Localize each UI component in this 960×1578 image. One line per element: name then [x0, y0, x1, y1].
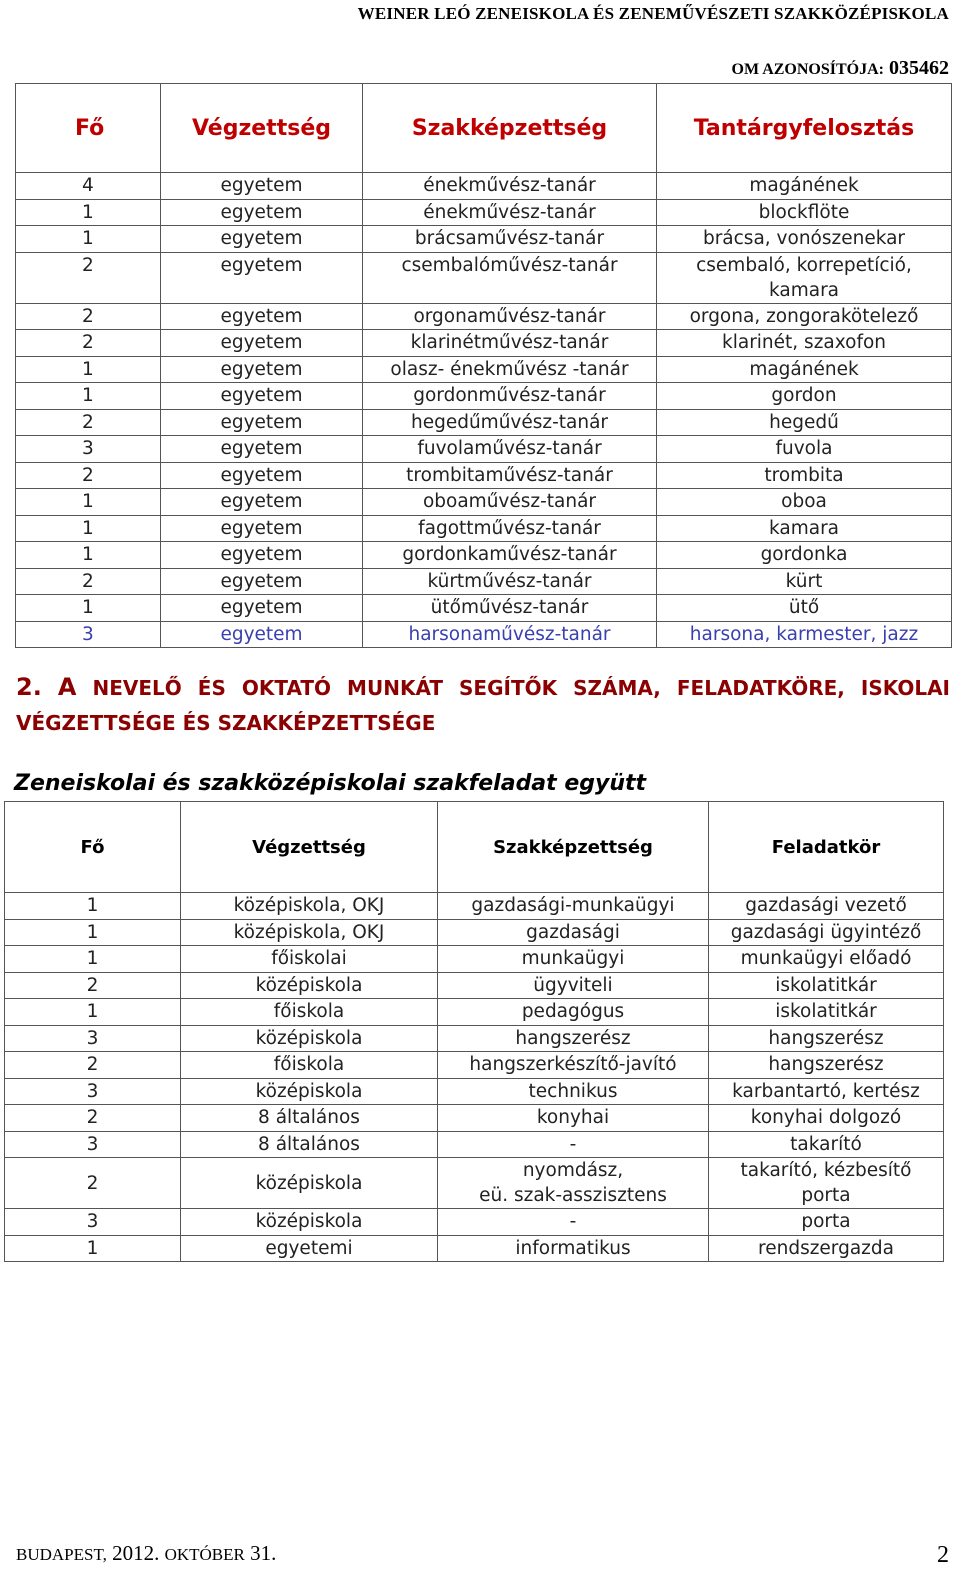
cell-vegzettseg: egyetem [161, 595, 363, 622]
cell-szakkepzettseg: gordonművész-tanár [363, 383, 657, 410]
table-row [16, 252, 952, 303]
cell-szakkepzettseg: énekművész-tanár [363, 173, 657, 200]
cell-tantargy: magánének [657, 356, 952, 383]
cell-fo: 3 [5, 1131, 181, 1158]
school-name: WEINER LEÓ ZENEISKOLA ÉS ZENEMŰVÉSZETI SZAKKÖZÉPISKOLA [357, 4, 949, 23]
table-row [5, 999, 944, 1026]
table-row [16, 568, 952, 595]
table-row [5, 1025, 944, 1052]
cell-szakkepzettseg: gazdasági-munkaügyi [438, 893, 709, 920]
teacher-table-header [16, 84, 952, 173]
cell-tantargy: ütő [657, 595, 952, 622]
cell-vegzettseg: egyetem [161, 356, 363, 383]
cell-fo: 2 [5, 1158, 181, 1209]
cell-vegzettseg: egyetem [161, 462, 363, 489]
cell-fo: 2 [5, 1105, 181, 1132]
cell-szakkepzettseg: technikus [438, 1078, 709, 1105]
cell-tantargy: oboa [657, 489, 952, 516]
table-row [16, 199, 952, 226]
table-row [16, 356, 952, 383]
cell-vegzettseg: egyetem [161, 252, 363, 303]
table-row [5, 1209, 944, 1236]
section-number: 2. [16, 673, 42, 701]
cell-fo: 1 [5, 919, 181, 946]
cell-tantargy: orgona, zongorakötelező [657, 303, 952, 330]
cell-feladatkor: gazdasági vezető [709, 893, 944, 920]
header-vegzettseg: Végzettség [161, 84, 363, 173]
table-row [5, 919, 944, 946]
cell-szakkepzettseg: ütőművész-tanár [363, 595, 657, 622]
page-number: 2 [937, 1542, 949, 1568]
cell-fo: 1 [16, 542, 161, 569]
cell-feladatkor: takarító, kézbesítő porta [709, 1158, 944, 1209]
cell-szakkepzettseg: brácsaművész-tanár [363, 226, 657, 253]
cell-fo: 3 [5, 1078, 181, 1105]
cell-szakkepzettseg: oboaművész-tanár [363, 489, 657, 516]
cell-vegzettseg: egyetem [161, 330, 363, 357]
table-row [16, 542, 952, 569]
cell-vegzettseg: középiskola, OKJ [181, 919, 438, 946]
cell-tantargy: gordon [657, 383, 952, 410]
cell-fo: 1 [16, 226, 161, 253]
cell-vegzettseg: középiskola [181, 972, 438, 999]
cell-feladatkor: gazdasági ügyintéző [709, 919, 944, 946]
cell-feladatkor: iskolatitkár [709, 972, 944, 999]
cell-fo: 1 [16, 199, 161, 226]
cell-fo: 1 [5, 999, 181, 1026]
cell-szakkepzettseg: fuvolaművész-tanár [363, 436, 657, 463]
cell-vegzettseg: főiskola [181, 1052, 438, 1079]
header-feladatkor: Feladatkör [709, 802, 944, 893]
table-row [16, 226, 952, 253]
cell-vegzettseg: egyetem [161, 542, 363, 569]
cell-tantargy: blockflöte [657, 199, 952, 226]
cell-vegzettseg: egyetem [161, 436, 363, 463]
table-row [16, 595, 952, 622]
header-fo: Fő [16, 84, 161, 173]
header-tantargyfelosztas: Tantárgyfelosztás [657, 84, 952, 173]
support-staff-table [4, 801, 944, 1262]
cell-tantargy: csembaló, korrepetíció, kamara [657, 252, 952, 303]
cell-vegzettseg: egyetem [161, 383, 363, 410]
table-row [16, 383, 952, 410]
cell-tantargy: klarinét, szaxofon [657, 330, 952, 357]
cell-tantargy: harsona, karmester, jazz [657, 621, 952, 648]
cell-feladatkor: munkaügyi előadó [709, 946, 944, 973]
table-row [16, 436, 952, 463]
cell-fo: 2 [16, 330, 161, 357]
cell-szakkepzettseg: konyhai [438, 1105, 709, 1132]
cell-szakkepzettseg: olasz- énekművész -tanár [363, 356, 657, 383]
cell-tantargy: gordonka [657, 542, 952, 569]
cell-szakkepzettseg: trombitaművész-tanár [363, 462, 657, 489]
cell-szakkepzettseg: énekművész-tanár [363, 199, 657, 226]
cell-tantargy: hegedű [657, 409, 952, 436]
om-identifier [732, 57, 949, 80]
table-row [16, 303, 952, 330]
cell-feladatkor: takarító [709, 1131, 944, 1158]
cell-szakkepzettseg: munkaügyi [438, 946, 709, 973]
footer-year: 2012. [112, 1541, 160, 1565]
cell-fo: 2 [5, 972, 181, 999]
cell-szakkepzettseg: klarinétművész-tanár [363, 330, 657, 357]
cell-fo: 2 [16, 409, 161, 436]
om-value: 035462 [889, 57, 949, 79]
cell-szakkepzettseg: gordonkaművész-tanár [363, 542, 657, 569]
cell-vegzettseg: középiskola, OKJ [181, 893, 438, 920]
cell-fo: 1 [16, 515, 161, 542]
cell-szakkepzettseg: kürtművész-tanár [363, 568, 657, 595]
table-row [5, 1235, 944, 1262]
cell-tantargy: kürt [657, 568, 952, 595]
table-row [16, 409, 952, 436]
cell-fo: 2 [16, 252, 161, 303]
cell-vegzettseg: főiskola [181, 999, 438, 1026]
cell-fo: 1 [5, 946, 181, 973]
footer-date [16, 1541, 276, 1566]
cell-feladatkor: rendszergazda [709, 1235, 944, 1262]
cell-vegzettseg: egyetem [161, 489, 363, 516]
cell-szakkepzettseg: fagottművész-tanár [363, 515, 657, 542]
cell-szakkepzettseg: csembalóművész-tanár [363, 252, 657, 303]
cell-szakkepzettseg: hangszerkészítő-javító [438, 1052, 709, 1079]
cell-vegzettseg: egyetem [161, 199, 363, 226]
cell-tantargy: magánének [657, 173, 952, 200]
cell-szakkepzettseg: harsonaművész-tanár [363, 621, 657, 648]
cell-fo: 4 [16, 173, 161, 200]
table-row [5, 1078, 944, 1105]
cell-szakkepzettseg: hangszerész [438, 1025, 709, 1052]
footer-month: OKTÓBER [164, 1545, 245, 1564]
table-row [16, 173, 952, 200]
cell-vegzettseg: 8 általános [181, 1131, 438, 1158]
cell-feladatkor: hangszerész [709, 1025, 944, 1052]
cell-szakkepzettseg: informatikus [438, 1235, 709, 1262]
table-row [5, 1158, 944, 1209]
cell-fo: 2 [16, 568, 161, 595]
table-row [16, 621, 952, 648]
cell-fo: 1 [5, 1235, 181, 1262]
cell-fo: 2 [16, 462, 161, 489]
footer-day: 31. [250, 1541, 277, 1565]
cell-szakkepzettseg: nyomdász, eü. szak-asszisztens [438, 1158, 709, 1209]
cell-vegzettseg: egyetem [161, 621, 363, 648]
cell-vegzettseg: középiskola [181, 1158, 438, 1209]
cell-fo: 2 [5, 1052, 181, 1079]
table-row [16, 330, 952, 357]
cell-vegzettseg: főiskolai [181, 946, 438, 973]
cell-tantargy: trombita [657, 462, 952, 489]
teacher-table [15, 83, 952, 648]
cell-fo: 1 [5, 893, 181, 920]
section-2-heading [16, 670, 950, 741]
cell-szakkepzettseg: orgonaművész-tanár [363, 303, 657, 330]
cell-fo: 3 [16, 436, 161, 463]
table-row [16, 462, 952, 489]
cell-feladatkor: karbantartó, kertész [709, 1078, 944, 1105]
cell-szakkepzettseg: - [438, 1209, 709, 1236]
section-title: NEVELŐ ÉS OKTATÓ MUNKÁT SEGÍTŐK SZÁMA, FELADATKÖRE, ISKOLAI VÉGZETTSÉGE ÉS SZAKKÉPZETTSÉGE [16, 676, 950, 735]
cell-fo: 1 [16, 489, 161, 516]
section-first-word: A [57, 673, 77, 701]
header-vegzettseg: Végzettség [181, 802, 438, 893]
cell-fo: 1 [16, 595, 161, 622]
table-row [5, 946, 944, 973]
cell-vegzettseg: egyetem [161, 515, 363, 542]
cell-szakkepzettseg: ügyviteli [438, 972, 709, 999]
header-szakkepzettseg: Szakképzettség [363, 84, 657, 173]
cell-feladatkor: konyhai dolgozó [709, 1105, 944, 1132]
support-staff-header [5, 802, 944, 893]
table-row [5, 1052, 944, 1079]
cell-tantargy: kamara [657, 515, 952, 542]
cell-feladatkor: hangszerész [709, 1052, 944, 1079]
cell-vegzettseg: egyetem [161, 303, 363, 330]
cell-feladatkor: iskolatitkár [709, 999, 944, 1026]
table-row [5, 893, 944, 920]
cell-vegzettseg: egyetemi [181, 1235, 438, 1262]
cell-fo: 3 [16, 621, 161, 648]
cell-szakkepzettseg: - [438, 1131, 709, 1158]
cell-fo: 1 [16, 356, 161, 383]
header-fo: Fő [5, 802, 181, 893]
cell-tantargy: brácsa, vonószenekar [657, 226, 952, 253]
header-szakkepzettseg: Szakképzettség [438, 802, 709, 893]
subheading: Zeneiskolai és szakközépiskolai szakfeladat együtt [14, 771, 647, 796]
cell-vegzettseg: egyetem [161, 409, 363, 436]
table-row [5, 1131, 944, 1158]
cell-fo: 3 [5, 1209, 181, 1236]
cell-fo: 3 [5, 1025, 181, 1052]
cell-fo: 2 [16, 303, 161, 330]
cell-vegzettseg: középiskola [181, 1078, 438, 1105]
table-row [5, 1105, 944, 1132]
cell-vegzettseg: egyetem [161, 568, 363, 595]
cell-vegzettseg: középiskola [181, 1025, 438, 1052]
table-row [16, 515, 952, 542]
om-label: OM AZONOSÍTÓJA: [731, 61, 884, 78]
cell-vegzettseg: középiskola [181, 1209, 438, 1236]
cell-vegzettseg: egyetem [161, 226, 363, 253]
cell-vegzettseg: 8 általános [181, 1105, 438, 1132]
cell-szakkepzettseg: gazdasági [438, 919, 709, 946]
cell-szakkepzettseg: hegedűművész-tanár [363, 409, 657, 436]
cell-feladatkor: porta [709, 1209, 944, 1236]
table-row [5, 972, 944, 999]
cell-tantargy: fuvola [657, 436, 952, 463]
cell-fo: 1 [16, 383, 161, 410]
table-row [16, 489, 952, 516]
cell-vegzettseg: egyetem [161, 173, 363, 200]
cell-szakkepzettseg: pedagógus [438, 999, 709, 1026]
footer-city: BUDAPEST, [16, 1545, 107, 1564]
